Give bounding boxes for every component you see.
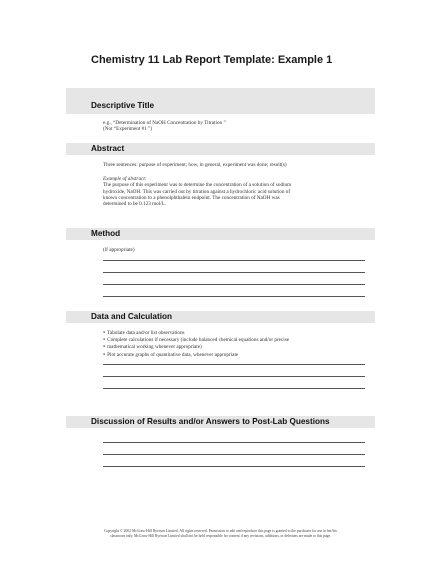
writing-line [103,466,365,467]
section-descriptive-title [66,88,375,132]
example-text-line: determined to be 0.123 mol/L. [103,201,167,208]
writing-line [103,364,365,365]
bullet-text: Plot accurate graphs of quantitative data, whenever appropriate [107,351,239,358]
writing-line [103,388,365,389]
method-writing-lines [103,260,365,297]
bullet-text: Complete calculations if necessary (include balanced chemical equations and/or precise [107,337,290,344]
section-method [66,228,375,297]
example-text-line: The purpose of this experiment was to determine the concentration of a solution of sodium [103,182,292,189]
descriptive-title-example [103,120,365,132]
discussion-writing-lines [103,442,365,467]
abstract-example [103,176,365,207]
abstract-instruction: Three sentences: purpose of experiment; how, in general, experiment was done; result(s) [103,162,287,168]
footer-line: Copyright © 2002 McGraw-Hill Ryerson Limited. All rights reserved. Permission to edit and reproduce this page is granted to the purchaser for use in her/his [104,529,337,533]
example-line: e.g., “Determination of NaOH Concentration by Titration ” [103,120,226,126]
example-line: (Not “Experiment #1 ”) [103,126,153,133]
section-data-calculation [66,311,375,389]
data-calc-bullets [103,329,365,358]
example-label: Example of abstract: [103,176,147,183]
writing-line [103,454,365,455]
example-text-line: known concentration to a phenolphthalein endpoint. The concentration of NaOH was [103,194,280,201]
copyright-footer [66,529,375,538]
section-abstract [66,143,375,207]
method-note: (if appropriate) [103,247,135,253]
writing-line [103,376,365,377]
writing-line [103,272,365,273]
writing-line [103,296,365,297]
bullet-text: Tabulate data and/or list observations [107,330,185,336]
bullet-item [103,351,365,358]
bullet-item [103,336,365,343]
footer-line: classroom only. McGraw-Hill Ryerson Limited shall not be held responsible for content if any revisions, additions, or deletions are made to this page. [109,533,332,538]
writing-line [103,260,365,261]
bullet-item [103,329,365,336]
section-discussion [66,416,375,467]
bullet-text: mathematical working whenever appropriate) [107,344,202,351]
writing-line [103,442,365,443]
section-heading-descriptive-title: Descriptive Title [66,88,375,114]
page-title: Chemistry 11 Lab Report Template: Example 1 [91,54,333,66]
data-calc-writing-lines [103,364,365,389]
section-heading-data-calculation: Data and Calculation [66,311,375,323]
example-text-line: hydroxide, NaOH. This was carried out by titration against a hydrochloric acid solution of [103,188,291,195]
section-heading-abstract: Abstract [66,143,375,155]
section-heading-discussion: Discussion of Results and/or Answers to Post-Lab Questions [66,416,375,428]
writing-line [103,284,365,285]
section-heading-method: Method [66,228,375,240]
bullet-continuation [103,343,365,350]
